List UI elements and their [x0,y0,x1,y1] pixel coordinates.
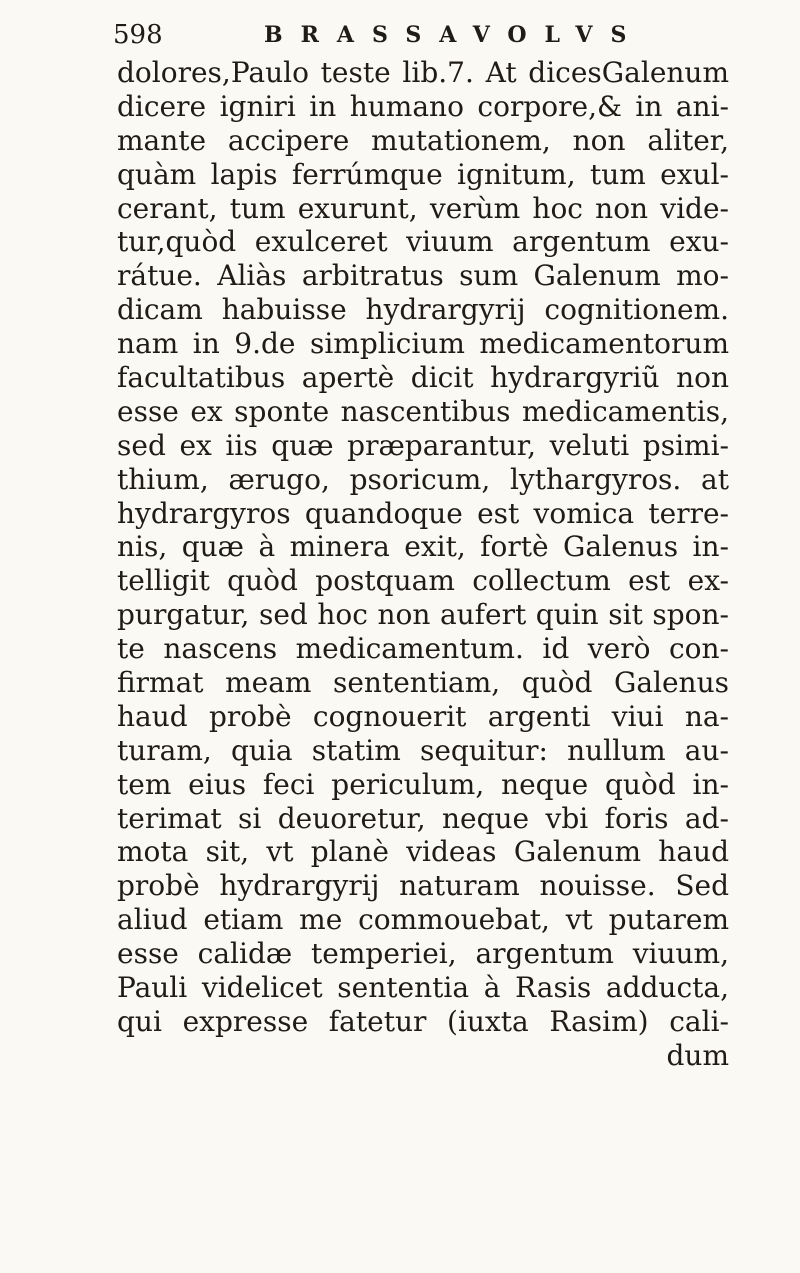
text-line: thium, ærugo, psoricum, lythargyros. at [117,462,729,496]
text-line: turam, quia statim sequitur: nullum au- [117,733,729,767]
text-line: qui expresse fatetur (iuxta Rasim) cali- [117,1004,729,1038]
text-line: esse calidæ temperiei, argentum viuum, [117,937,729,971]
text-line: cerant, tum exurunt, verùm hoc non vide- [117,191,729,225]
text-line: dicam habuisse hydrargyrij cognitionem. [117,293,729,327]
text-line: dicere igniri in humano corpore,& in ani- [117,89,729,123]
text-line: tur,quòd exulceret viuum argentum exu- [117,225,729,259]
text-line: te nascens medicamentum. id verò con- [117,632,729,666]
text-line: facultatibus apertè dicit hydrargyriũ non [117,361,729,395]
text-line: probè hydrargyrij naturam nouisse. Sed [117,869,729,903]
body-text [117,56,729,1073]
text-line: haud probè cognouerit argenti viui na- [117,699,729,733]
text-line: sed ex iis quæ præparantur, veluti psimi- [117,428,729,462]
text-line: aliud etiam me commouebat, vt putarem [117,903,729,937]
text-line: dum [666,1038,729,1072]
text-line: quàm lapis ferrúmque ignitum, tum exul- [117,157,729,191]
text-line: nis, quæ à minera exit, fortè Galenus in- [117,530,729,564]
text-line: rátue. Aliàs arbitratus sum Galenum mo- [117,259,729,293]
text-line: telligit quòd postquam collectum est ex- [117,564,729,598]
running-head: BRASSAVOLVS [264,22,645,48]
text-line: firmat meam sententiam, quòd Galenus [117,666,729,700]
text-line: tem eius feci periculum, neque quòd in- [117,767,729,801]
text-line: hydrargyros quandoque est vomica terre- [117,496,729,530]
text-line: purgatur, sed hoc non aufert quin sit spon- [117,598,729,632]
text-line: mota sit, vt planè videas Galenum haud [117,835,729,869]
page-header [0,20,800,54]
text-line: nam in 9.de simplicium medicamentorum [117,327,729,361]
text-line: Pauli videlicet sententia à Rasis adducta, [117,971,729,1005]
text-line: mante accipere mutationem, non aliter, [117,123,729,157]
page-number: 598 [113,20,163,50]
text-line: dolores,Paulo teste lib.7. At dicesGalenum [117,56,729,89]
text-line: terimat si deuoretur, neque vbi foris ad- [117,801,729,835]
text-line: esse ex sponte nascentibus medicamentis, [117,394,729,428]
